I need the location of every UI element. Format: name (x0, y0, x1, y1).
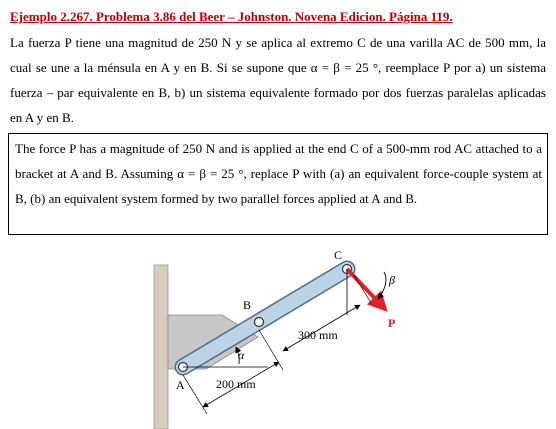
rod-bracket-figure (0, 243, 556, 429)
dim-200-extension-b (259, 330, 283, 370)
english-problem-box (8, 133, 548, 235)
label-b: B (243, 298, 252, 312)
dim-200-label: 200 mm (216, 377, 256, 391)
dim-300-label: 300 mm (298, 328, 338, 342)
label-a: A (176, 378, 185, 392)
spanish-problem-text: La fuerza P tiene una magnitud de 250 N y se aplica al extremo C de una varilla AC de 500 mm, la cual se une a la ménsula en A y en B. Si se supone que α = β = 25 °, reemplace P por a) un sistema fuerza – par equivalente en B, b) un sistema equivalente formado por dos fuerzas paralelas aplicadas en A y en B. (10, 35, 546, 125)
english-problem-text: The force P has a magnitude of 250 N and is applied at the end C of a 500-mm rod AC attached to a bracket at A and B. Assuming α = β = 25 °, replace P with (a) an equivalent force-couple system at B, (b) an equivalent system formed by two parallel forces applied at A and B. (15, 141, 542, 206)
wall (154, 265, 168, 429)
dim-200-extension-a (183, 375, 207, 414)
page-title: Ejemplo 2.267. Problema 3.86 del Beer – Johnston. Novena Edicion. Página 119. (10, 9, 453, 24)
pin-b (255, 318, 264, 327)
label-p: P (388, 316, 396, 330)
label-alpha: α (238, 348, 245, 362)
label-beta: β (389, 273, 395, 287)
label-c: C (334, 248, 343, 262)
force-p-arrow (347, 269, 385, 309)
beta-arc (378, 272, 386, 299)
